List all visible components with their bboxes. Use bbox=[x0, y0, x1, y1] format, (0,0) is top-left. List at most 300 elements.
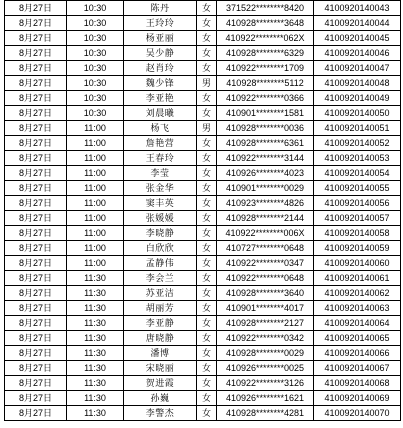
sex-cell bbox=[197, 361, 217, 376]
date-cell bbox=[5, 376, 67, 391]
registration-table bbox=[4, 0, 401, 421]
exam-number-cell-text: 4100920140070 bbox=[324, 408, 390, 418]
exam-number-cell-text: 4100920140069 bbox=[324, 393, 390, 403]
time-cell-text: 11:30 bbox=[84, 363, 106, 373]
time-cell bbox=[67, 346, 124, 361]
exam-number-cell-text: 4100920140064 bbox=[324, 318, 390, 328]
exam-number-cell bbox=[314, 376, 401, 391]
date-cell bbox=[5, 61, 67, 76]
time-cell bbox=[67, 1, 124, 16]
exam-number-cell bbox=[314, 316, 401, 331]
time-cell-text: 11:00 bbox=[84, 258, 106, 268]
id-number-cell bbox=[217, 271, 314, 286]
name-cell bbox=[124, 196, 197, 211]
time-cell bbox=[67, 286, 124, 301]
name-cell-text: 刘晨曦 bbox=[145, 108, 175, 118]
time-cell bbox=[67, 166, 124, 181]
date-cell-text: 8月27日 bbox=[18, 168, 53, 178]
table-row bbox=[5, 1, 401, 16]
name-cell-text: 孙巍 bbox=[150, 393, 170, 403]
table-row bbox=[5, 76, 401, 91]
name-cell-text: 李会兰 bbox=[145, 273, 175, 283]
id-number-cell bbox=[217, 361, 314, 376]
id-number-cell-text: 410922********0342 bbox=[225, 333, 305, 343]
name-cell bbox=[124, 166, 197, 181]
name-cell bbox=[124, 376, 197, 391]
table-row bbox=[5, 286, 401, 301]
exam-number-cell-text: 4100920140051 bbox=[324, 123, 390, 133]
date-cell bbox=[5, 226, 67, 241]
time-cell-text: 11:30 bbox=[84, 408, 106, 418]
exam-number-cell-text: 4100920140062 bbox=[324, 288, 390, 298]
id-number-cell-text: 410922********1709 bbox=[225, 63, 305, 73]
time-cell bbox=[67, 136, 124, 151]
name-cell bbox=[124, 226, 197, 241]
table-row bbox=[5, 211, 401, 226]
date-cell-text: 8月27日 bbox=[18, 288, 53, 298]
id-number-cell-text: 410922********0366 bbox=[225, 93, 305, 103]
date-cell bbox=[5, 241, 67, 256]
id-number-cell bbox=[217, 166, 314, 181]
exam-number-cell-text: 4100920140060 bbox=[324, 258, 390, 268]
time-cell bbox=[67, 406, 124, 421]
exam-number-cell-text: 4100920140058 bbox=[324, 228, 390, 238]
name-cell-text: 窦丰英 bbox=[145, 198, 175, 208]
sex-cell bbox=[197, 346, 217, 361]
id-number-cell-text: 410922********0648 bbox=[225, 273, 305, 283]
exam-number-cell bbox=[314, 31, 401, 46]
name-cell-text: 白欣欣 bbox=[145, 243, 175, 253]
date-cell bbox=[5, 136, 67, 151]
id-number-cell bbox=[217, 16, 314, 31]
name-cell bbox=[124, 181, 197, 196]
date-cell bbox=[5, 286, 67, 301]
id-number-cell bbox=[217, 331, 314, 346]
sex-cell bbox=[197, 406, 217, 421]
date-cell-text: 8月27日 bbox=[18, 153, 53, 163]
time-cell bbox=[67, 301, 124, 316]
sex-cell bbox=[197, 61, 217, 76]
name-cell-text: 张媛媛 bbox=[145, 213, 175, 223]
sex-cell-text: 女 bbox=[201, 408, 211, 418]
date-cell-text: 8月27日 bbox=[18, 123, 53, 133]
time-cell-text: 11:00 bbox=[84, 138, 106, 148]
sex-cell bbox=[197, 316, 217, 331]
exam-number-cell-text: 4100920140054 bbox=[324, 168, 390, 178]
date-cell-text: 8月27日 bbox=[18, 63, 53, 73]
id-number-cell bbox=[217, 226, 314, 241]
date-cell bbox=[5, 211, 67, 226]
name-cell bbox=[124, 31, 197, 46]
date-cell-text: 8月27日 bbox=[18, 228, 53, 238]
table-row bbox=[5, 196, 401, 211]
sex-cell bbox=[197, 391, 217, 406]
id-number-cell bbox=[217, 31, 314, 46]
exam-number-cell-text: 4100920140056 bbox=[324, 198, 390, 208]
date-cell-text: 8月27日 bbox=[18, 378, 53, 388]
sex-cell-text: 女 bbox=[201, 243, 211, 253]
exam-number-cell bbox=[314, 256, 401, 271]
sex-cell bbox=[197, 121, 217, 136]
name-cell bbox=[124, 61, 197, 76]
exam-number-cell-text: 4100920140048 bbox=[324, 78, 390, 88]
name-cell bbox=[124, 46, 197, 61]
time-cell bbox=[67, 106, 124, 121]
table-row bbox=[5, 136, 401, 151]
sex-cell-text: 女 bbox=[201, 18, 211, 28]
name-cell-text: 潘博 bbox=[150, 348, 170, 358]
exam-number-cell bbox=[314, 16, 401, 31]
time-cell bbox=[67, 331, 124, 346]
name-cell bbox=[124, 211, 197, 226]
time-cell bbox=[67, 181, 124, 196]
date-cell bbox=[5, 331, 67, 346]
sex-cell bbox=[197, 166, 217, 181]
time-cell-text: 10:30 bbox=[83, 33, 107, 43]
name-cell bbox=[124, 256, 197, 271]
sex-cell-text: 女 bbox=[201, 258, 211, 268]
name-cell-text: 张金华 bbox=[145, 183, 175, 193]
exam-number-cell bbox=[314, 1, 401, 16]
time-cell bbox=[67, 256, 124, 271]
time-cell-text: 11:30 bbox=[84, 303, 106, 313]
name-cell bbox=[124, 316, 197, 331]
table-row bbox=[5, 181, 401, 196]
id-number-cell-text: 410928********6361 bbox=[225, 138, 305, 148]
id-number-cell-text: 410922********0347 bbox=[225, 258, 305, 268]
sex-cell-text: 女 bbox=[201, 303, 211, 313]
time-cell-text: 11:30 bbox=[84, 273, 106, 283]
table-row bbox=[5, 316, 401, 331]
date-cell bbox=[5, 316, 67, 331]
date-cell-text: 8月27日 bbox=[18, 48, 53, 58]
id-number-cell bbox=[217, 151, 314, 166]
name-cell-text: 吴少静 bbox=[145, 48, 175, 58]
exam-number-cell-text: 4100920140043 bbox=[324, 3, 390, 13]
time-cell-text: 10:30 bbox=[83, 63, 107, 73]
id-number-cell-text: 371522********8420 bbox=[225, 3, 305, 13]
name-cell-text: 詹艳营 bbox=[145, 138, 175, 148]
name-cell-text: 胡丽芳 bbox=[145, 303, 175, 313]
exam-number-cell-text: 4100920140057 bbox=[324, 213, 390, 223]
id-number-cell bbox=[217, 76, 314, 91]
sex-cell-text: 男 bbox=[201, 123, 211, 133]
name-cell bbox=[124, 136, 197, 151]
exam-number-cell-text: 4100920140067 bbox=[324, 363, 390, 373]
time-cell-text: 10:30 bbox=[83, 3, 107, 13]
date-cell-text: 8月27日 bbox=[18, 183, 53, 193]
table-row bbox=[5, 361, 401, 376]
exam-number-cell-text: 4100920140049 bbox=[324, 93, 390, 103]
id-number-cell bbox=[217, 61, 314, 76]
exam-number-cell bbox=[314, 121, 401, 136]
date-cell bbox=[5, 76, 67, 91]
sex-cell-text: 女 bbox=[201, 93, 211, 103]
time-cell-text: 11:00 bbox=[84, 228, 106, 238]
sex-cell-text: 女 bbox=[201, 273, 211, 283]
sex-cell bbox=[197, 151, 217, 166]
id-number-cell-text: 410928********5112 bbox=[226, 78, 304, 88]
exam-number-cell bbox=[314, 211, 401, 226]
date-cell bbox=[5, 46, 67, 61]
table-row bbox=[5, 301, 401, 316]
id-number-cell bbox=[217, 376, 314, 391]
table-row bbox=[5, 406, 401, 421]
sex-cell-text: 女 bbox=[201, 213, 211, 223]
id-number-cell-text: 410922********062X bbox=[225, 33, 305, 43]
exam-number-cell bbox=[314, 361, 401, 376]
date-cell bbox=[5, 196, 67, 211]
table-row bbox=[5, 391, 401, 406]
time-cell-text: 11:00 bbox=[84, 183, 106, 193]
table-body bbox=[5, 1, 401, 421]
date-cell-text: 8月27日 bbox=[18, 198, 53, 208]
date-cell-text: 8月27日 bbox=[18, 303, 53, 313]
id-number-cell bbox=[217, 286, 314, 301]
date-cell-text: 8月27日 bbox=[18, 33, 53, 43]
date-cell-text: 8月27日 bbox=[18, 393, 53, 403]
sex-cell-text: 女 bbox=[201, 198, 211, 208]
name-cell bbox=[124, 1, 197, 16]
id-number-cell bbox=[217, 406, 314, 421]
time-cell-text: 10:30 bbox=[83, 93, 107, 103]
exam-number-cell-text: 4100920140045 bbox=[324, 33, 390, 43]
sex-cell-text: 男 bbox=[201, 78, 211, 88]
table-row bbox=[5, 121, 401, 136]
sex-cell bbox=[197, 181, 217, 196]
time-cell-text: 10:30 bbox=[83, 48, 107, 58]
id-number-cell bbox=[217, 301, 314, 316]
time-cell bbox=[67, 316, 124, 331]
table-row bbox=[5, 256, 401, 271]
exam-number-cell-text: 4100920140065 bbox=[324, 333, 390, 343]
table-row bbox=[5, 226, 401, 241]
date-cell bbox=[5, 301, 67, 316]
date-cell bbox=[5, 151, 67, 166]
date-cell-text: 8月27日 bbox=[18, 93, 53, 103]
sex-cell bbox=[197, 301, 217, 316]
date-cell bbox=[5, 166, 67, 181]
sex-cell bbox=[197, 241, 217, 256]
table-row bbox=[5, 61, 401, 76]
id-number-cell-text: 410901********0029 bbox=[225, 183, 305, 193]
time-cell bbox=[67, 376, 124, 391]
name-cell bbox=[124, 331, 197, 346]
date-cell bbox=[5, 256, 67, 271]
name-cell-text: 唐晓静 bbox=[145, 333, 175, 343]
exam-number-cell-text: 4100920140046 bbox=[324, 48, 390, 58]
time-cell-text: 11:30 bbox=[84, 318, 106, 328]
name-cell bbox=[124, 121, 197, 136]
time-cell bbox=[67, 46, 124, 61]
sex-cell bbox=[197, 1, 217, 16]
id-number-cell-text: 410727********0648 bbox=[225, 243, 305, 253]
time-cell-text: 11:00 bbox=[84, 213, 106, 223]
name-cell-text: 赵肖玲 bbox=[145, 63, 175, 73]
name-cell-text: 魏少锋 bbox=[145, 78, 175, 88]
date-cell-text: 8月27日 bbox=[18, 243, 53, 253]
exam-number-cell-text: 4100920140044 bbox=[324, 18, 390, 28]
table-row bbox=[5, 31, 401, 46]
id-number-cell-text: 410926********0025 bbox=[225, 363, 305, 373]
sex-cell bbox=[197, 91, 217, 106]
date-cell bbox=[5, 31, 67, 46]
sex-cell bbox=[197, 31, 217, 46]
time-cell bbox=[67, 31, 124, 46]
exam-number-cell bbox=[314, 271, 401, 286]
sex-cell-text: 女 bbox=[201, 333, 211, 343]
id-number-cell-text: 410928********3648 bbox=[225, 18, 305, 28]
table-row bbox=[5, 376, 401, 391]
name-cell-text: 陈丹 bbox=[150, 3, 170, 13]
date-cell bbox=[5, 271, 67, 286]
date-cell-text: 8月27日 bbox=[18, 333, 53, 343]
table-row bbox=[5, 241, 401, 256]
date-cell bbox=[5, 1, 67, 16]
id-number-cell bbox=[217, 316, 314, 331]
date-cell-text: 8月27日 bbox=[18, 408, 53, 418]
table-row bbox=[5, 331, 401, 346]
exam-number-cell bbox=[314, 106, 401, 121]
date-cell-text: 8月27日 bbox=[18, 78, 53, 88]
exam-number-cell-text: 4100920140068 bbox=[324, 378, 390, 388]
id-number-cell bbox=[217, 106, 314, 121]
id-number-cell-text: 410901********4017 bbox=[225, 303, 305, 313]
time-cell-text: 10:30 bbox=[83, 78, 107, 88]
exam-number-cell bbox=[314, 406, 401, 421]
exam-number-cell bbox=[314, 91, 401, 106]
table-row bbox=[5, 271, 401, 286]
sex-cell bbox=[197, 256, 217, 271]
date-cell bbox=[5, 391, 67, 406]
name-cell-text: 杨亚丽 bbox=[145, 33, 175, 43]
exam-number-cell-text: 4100920140050 bbox=[324, 108, 390, 118]
id-number-cell-text: 410926********1621 bbox=[225, 393, 305, 403]
date-cell-text: 8月27日 bbox=[18, 213, 53, 223]
sex-cell bbox=[197, 136, 217, 151]
exam-number-cell bbox=[314, 136, 401, 151]
id-number-cell bbox=[217, 121, 314, 136]
name-cell-text: 李莹 bbox=[150, 168, 170, 178]
time-cell-text: 11:30 bbox=[84, 333, 106, 343]
exam-number-cell bbox=[314, 241, 401, 256]
time-cell-text: 11:30 bbox=[84, 393, 106, 403]
time-cell bbox=[67, 121, 124, 136]
date-cell-text: 8月27日 bbox=[18, 363, 53, 373]
exam-number-cell bbox=[314, 76, 401, 91]
exam-number-cell-text: 4100920140055 bbox=[324, 183, 390, 193]
sex-cell bbox=[197, 376, 217, 391]
id-number-cell-text: 410928********4281 bbox=[225, 408, 305, 418]
name-cell-text: 王玲玲 bbox=[145, 18, 175, 28]
name-cell-text: 苏亚洁 bbox=[145, 288, 175, 298]
date-cell bbox=[5, 106, 67, 121]
name-cell bbox=[124, 361, 197, 376]
time-cell bbox=[67, 91, 124, 106]
id-number-cell bbox=[217, 181, 314, 196]
sex-cell-text: 女 bbox=[201, 393, 211, 403]
time-cell bbox=[67, 61, 124, 76]
exam-number-cell bbox=[314, 181, 401, 196]
sex-cell-text: 女 bbox=[201, 168, 211, 178]
exam-number-cell-text: 4100920140047 bbox=[324, 63, 390, 73]
id-number-cell-text: 410928********0036 bbox=[225, 123, 305, 133]
exam-number-cell bbox=[314, 301, 401, 316]
date-cell-text: 8月27日 bbox=[18, 318, 53, 328]
time-cell bbox=[67, 76, 124, 91]
date-cell bbox=[5, 406, 67, 421]
name-cell bbox=[124, 241, 197, 256]
id-number-cell bbox=[217, 256, 314, 271]
sex-cell-text: 女 bbox=[201, 183, 211, 193]
name-cell-text: 杨飞 bbox=[150, 123, 170, 133]
table-row bbox=[5, 46, 401, 61]
time-cell-text: 11:00 bbox=[84, 198, 106, 208]
name-cell-text: 李亚艳 bbox=[145, 93, 175, 103]
id-number-cell bbox=[217, 91, 314, 106]
name-cell bbox=[124, 151, 197, 166]
sex-cell-text: 女 bbox=[201, 153, 211, 163]
id-number-cell-text: 410928********2144 bbox=[225, 213, 305, 223]
time-cell bbox=[67, 391, 124, 406]
date-cell bbox=[5, 91, 67, 106]
date-cell bbox=[5, 346, 67, 361]
sex-cell bbox=[197, 271, 217, 286]
exam-number-cell bbox=[314, 151, 401, 166]
exam-number-cell bbox=[314, 226, 401, 241]
name-cell bbox=[124, 91, 197, 106]
id-number-cell bbox=[217, 346, 314, 361]
table-row bbox=[5, 106, 401, 121]
exam-number-cell-text: 4100920140066 bbox=[324, 348, 390, 358]
name-cell-text: 孟静伟 bbox=[145, 258, 175, 268]
sex-cell bbox=[197, 196, 217, 211]
sex-cell-text: 女 bbox=[201, 228, 211, 238]
id-number-cell-text: 410922********006X bbox=[225, 228, 305, 238]
sex-cell bbox=[197, 286, 217, 301]
time-cell-text: 11:00 bbox=[84, 168, 106, 178]
date-cell bbox=[5, 361, 67, 376]
date-cell-text: 8月27日 bbox=[18, 348, 53, 358]
table-row bbox=[5, 346, 401, 361]
sex-cell bbox=[197, 46, 217, 61]
id-number-cell-text: 410922********3126 bbox=[225, 378, 305, 388]
sex-cell bbox=[197, 331, 217, 346]
id-number-cell-text: 410928********0029 bbox=[225, 348, 305, 358]
table-row bbox=[5, 16, 401, 31]
id-number-cell-text: 410922********3144 bbox=[225, 153, 305, 163]
sex-cell bbox=[197, 16, 217, 31]
exam-number-cell bbox=[314, 61, 401, 76]
time-cell-text: 10:30 bbox=[83, 18, 107, 28]
exam-number-cell bbox=[314, 286, 401, 301]
time-cell bbox=[67, 196, 124, 211]
date-cell-text: 8月27日 bbox=[18, 3, 53, 13]
table-row bbox=[5, 151, 401, 166]
exam-number-cell-text: 4100920140063 bbox=[324, 303, 390, 313]
name-cell-text: 李晓静 bbox=[145, 228, 175, 238]
id-number-cell bbox=[217, 211, 314, 226]
id-number-cell-text: 410928********3640 bbox=[225, 288, 305, 298]
id-number-cell-text: 410901********1581 bbox=[225, 108, 305, 118]
exam-number-cell bbox=[314, 331, 401, 346]
id-number-cell-text: 410928********6329 bbox=[225, 48, 305, 58]
sex-cell-text: 女 bbox=[201, 288, 211, 298]
time-cell-text: 10:30 bbox=[83, 108, 107, 118]
sex-cell-text: 女 bbox=[201, 318, 211, 328]
sex-cell-text: 女 bbox=[201, 63, 211, 73]
exam-number-cell-text: 4100920140061 bbox=[324, 273, 390, 283]
